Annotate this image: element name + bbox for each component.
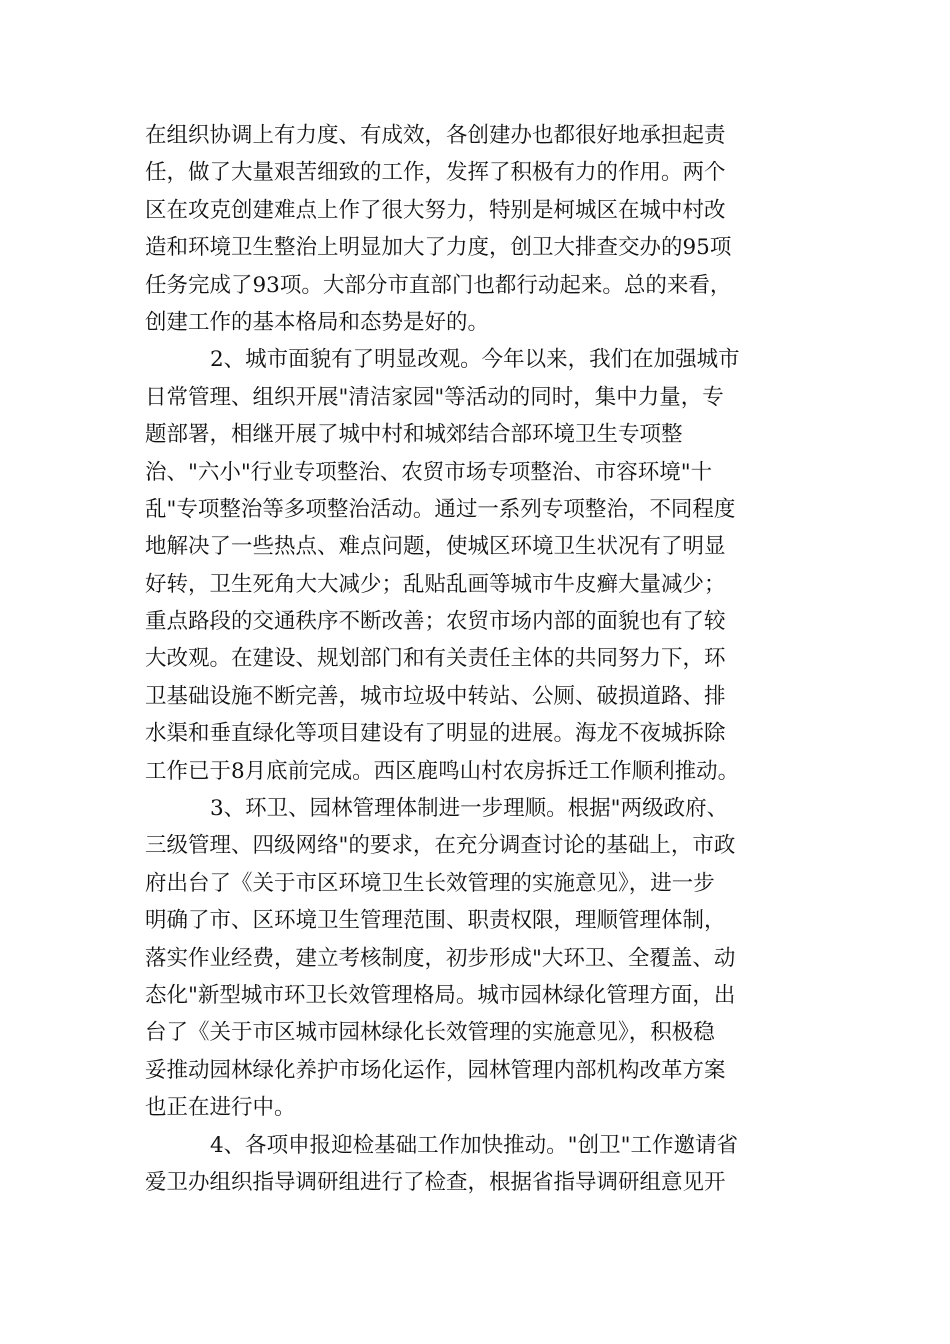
text-line: 妥推动园林绿化养护市场化运作，园林管理内部机构改革方案 [145,1057,726,1083]
text-line: 工作已于8月底前完成。西区鹿鸣山村农房拆迁工作顺利推动。 [145,758,740,784]
text-line: 造和环境卫生整治上明显加大了力度，创卫大排查交办的95项 [145,235,732,261]
text-line: 府出台了《关于市区环境卫生长效管理的实施意见》，进一步 [145,870,715,896]
text-line: 地解决了一些热点、难点问题，使城区环境卫生状况有了明显 [145,534,726,560]
text-line: 好转，卫生死角大大减少；乱贴乱画等城市牛皮癣大量减少； [145,571,726,597]
text-line: 也正在进行中。 [145,1095,296,1121]
paragraph-1 [145,117,805,341]
text-line: 台了《关于市区城市园林绿化长效管理的实施意见》，积极稳 [145,1020,715,1046]
text-line: 态化"新型城市环卫长效管理格局。城市园林绿化管理方面，出 [145,982,736,1008]
paragraph-4 [145,1127,805,1202]
text-line: 日常管理、组织开展"清洁家园"等活动的同时，集中力量，专 [145,384,724,410]
text-line: 题部署，相继开展了城中村和城郊结合部环境卫生专项整 [145,422,683,448]
text-line: 乱"专项整治等多项整治活动。通过一系列专项整治，不同程度 [145,496,736,522]
text-line: 爱卫办组织指导调研组进行了检查，根据省指导调研组意见开 [145,1169,726,1195]
text-line: 卫基础设施不断完善，城市垃圾中转站、公厕、破损道路、排 [145,683,726,709]
text-line: 重点路段的交通秩序不断改善；农贸市场内部的面貌也有了较 [145,609,726,635]
text-line: 创建工作的基本格局和态势是好的。 [145,309,490,335]
paragraph-2 [145,341,805,790]
text-line-first: 2、城市面貌有了明显改观。今年以来，我们在加强城市 [210,347,740,373]
document-page [145,117,805,1201]
text-line: 在组织协调上有力度、有成效，各创建办也都很好地承担起责 [145,123,726,148]
text-line: 三级管理、四级网络"的要求，在充分调查讨论的基础上，市政 [145,833,736,859]
text-line: 水渠和垂直绿化等项目建设有了明显的进展。海龙不夜城拆除 [145,721,726,747]
text-line: 治、"六小"行业专项整治、农贸市场专项整治、市容环境"十 [145,459,713,485]
text-line: 大改观。在建设、规划部门和有关责任主体的共同努力下，环 [145,646,726,672]
text-line: 区在攻克创建难点上作了很大努力，特别是柯城区在城中村改 [145,197,726,223]
text-line-first: 4、各项申报迎检基础工作加快推动。"创卫"工作邀请省 [210,1132,738,1158]
text-line: 明确了市、区环境卫生管理范围、职责权限，理顺管理体制， [145,908,726,934]
text-line-first: 3、环卫、园林管理体制进一步理顺。根据"两级政府、 [210,796,729,822]
paragraph-3 [145,790,805,1127]
text-line: 任，做了大量艰苦细致的工作，发挥了积极有力的作用。两个 [145,160,726,186]
text-line: 落实作业经费，建立考核制度，初步形成"大环卫、全覆盖、动 [145,945,736,971]
text-line: 任务完成了93项。大部分市直部门也都行动起来。总的来看， [145,272,732,298]
